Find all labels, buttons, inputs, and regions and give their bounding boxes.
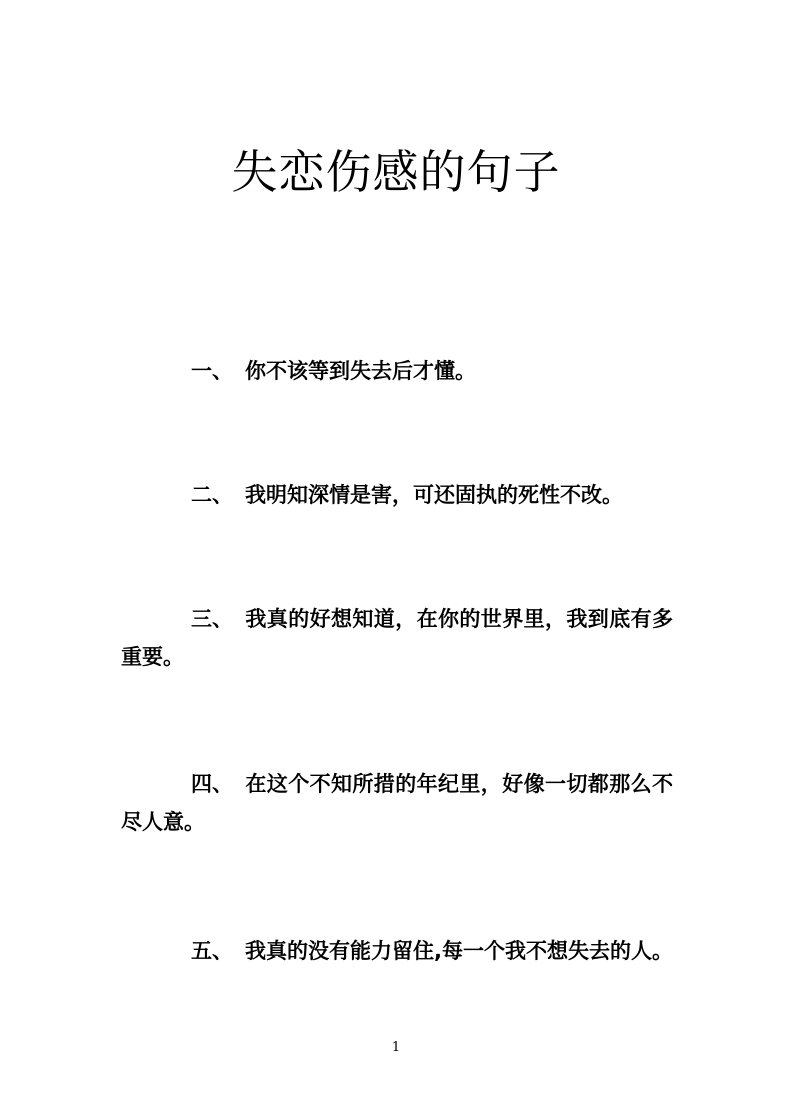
item-number: 三、 xyxy=(191,607,233,631)
item-text: 我真的没有能力留住,每一个我不想失去的人。 xyxy=(245,939,673,963)
item-number: 五、 xyxy=(191,939,233,963)
list-item xyxy=(121,476,673,514)
page-number: 1 xyxy=(391,1040,401,1055)
item-number: 四、 xyxy=(191,772,233,796)
list-item xyxy=(121,600,673,676)
item-number: 二、 xyxy=(191,483,233,507)
list-item xyxy=(121,765,673,841)
item-text: 我真的好想知道，在你的世界里，我到底有多重要。 xyxy=(121,607,673,669)
item-text: 你不该等到失去后才懂。 xyxy=(245,359,476,383)
item-number: 一、 xyxy=(191,359,233,383)
item-text: 在这个不知所措的年纪里，好像一切都那么不尽人意。 xyxy=(121,772,673,834)
item-text: 我明知深情是害，可还固执的死性不改。 xyxy=(245,483,623,507)
list-item xyxy=(121,352,673,390)
list-item xyxy=(121,932,673,970)
document-title: 失恋伤感的句子 xyxy=(231,145,561,199)
